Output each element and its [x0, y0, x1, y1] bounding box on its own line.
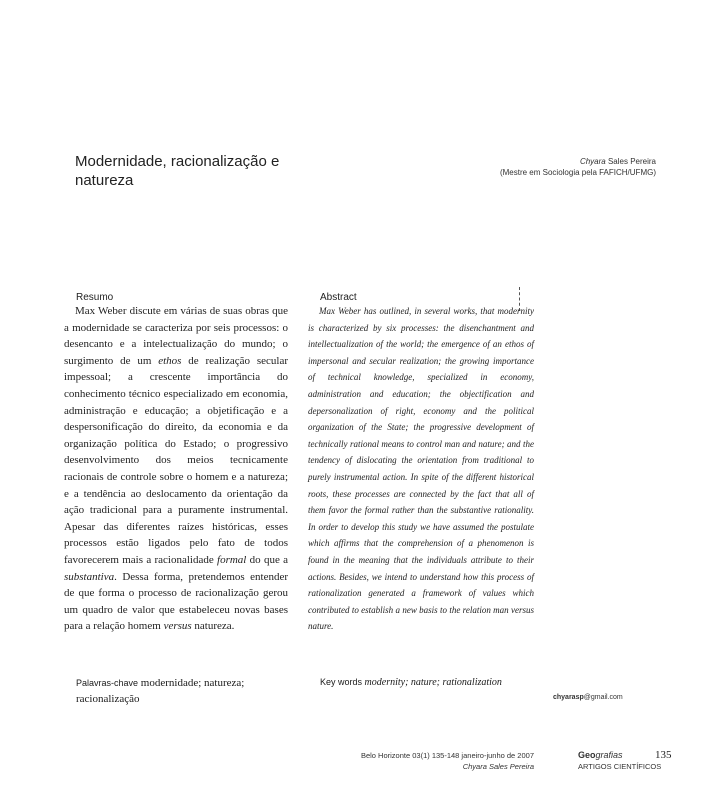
author-last-name: Sales Pereira [607, 157, 656, 166]
keywords-pt [76, 675, 288, 707]
keywords-pt-label: Palavras-chave [76, 678, 139, 688]
abstract-heading: Abstract [320, 292, 357, 303]
journal-name-italic: grafias [595, 750, 623, 760]
resumo-text: . Dessa forma, pretendemos entender de que forma o processo de racionalização gerou um quadro de valor que estabeleceu novas bases para a relação homem [64, 570, 288, 633]
resumo-emphasis: substantiva [64, 570, 115, 583]
journal-name [578, 750, 661, 761]
author-block [500, 156, 656, 178]
keywords-en [320, 677, 502, 688]
keywords-pt-value: modernidade; natureza; racionalização [76, 677, 245, 705]
keywords-en-label: Key words [320, 677, 363, 687]
resumo-text: do que a [246, 553, 289, 566]
footer-author: Chyara Sales Pereira [462, 762, 534, 771]
keywords-en-value: modernity; nature; rationalization [364, 677, 502, 688]
email-user: chyarasp [553, 694, 584, 701]
page-number: 135 [655, 749, 672, 761]
resumo-text: natureza. [191, 620, 235, 633]
footer-citation-block [361, 750, 534, 772]
resumo-emphasis: formal [217, 553, 247, 566]
resumo-text: de realização secular impessoal; a crescente importância do conhecimento técnico especializado em economia, administração e educação; a objetificação e a despersonificação do direito, da economia e da organização política do Estado; o progressivo desenvolvimento dos meios tecnicamente racionais de controle sobre o homem e a natureza; e a tendência ao deslocamento da orientação da ação tradicional para a puramente instrumental. Apesar das diferentes raízes históricas, esses processos estão ligados pelo fato de todos favorecerem mais a racionalidade [64, 354, 288, 566]
journal-block [578, 750, 661, 772]
resumo-text: Max Weber discute em várias de suas obras que a modernidade se caracteriza por seis processos: o desencanto e a intelectualização do mundo; o surgimento de um [64, 305, 288, 367]
author-affiliation: (Mestre em Sociologia pela FAFICH/UFMG) [499, 168, 656, 177]
abstract-body: Max Weber has outlined, in several works, that modernity is characterized by six processes: the disenchantment and intellectualization of the world; the emergence of an ethos of impersonal and secular realization; the growing importance of technical knowledge, specialized in economy, administration and education; the objectification and depersonalization of right, economy and the political organization of the State; the progressive development of technically rational means to control man and nature; and the tendency of dislocating the orientation from traditional to purely instrumental action. In spite of the different historical roots, these processes are connected by the fact that all of them favor the formal rather than the substantive rationality. In order to develop this study we have assumed the postulate which affirms that the comprehension of a phenomenon is found in the meaning that the individuals attribute to their actions. Besides, we intend to understand how this process of rationalization generated a framework of values which contributed to establish a new basis to the relation man versus nature. [308, 306, 534, 632]
resumo-emphasis: ethos [158, 354, 182, 367]
resumo-body [64, 303, 288, 635]
author-first-name: Chyara [579, 157, 606, 166]
footer-citation: Belo Horizonte 03(1) 135-148 janeiro-junho de 2007 [360, 751, 534, 760]
resumo-emphasis: versus [163, 620, 192, 633]
journal-name-bold: Geo [578, 750, 596, 760]
resumo-heading: Resumo [76, 292, 114, 303]
author-email[interactable] [553, 694, 623, 701]
journal-section: ARTIGOS CIENTÍFICOS [578, 762, 662, 771]
author-name [500, 156, 656, 167]
article-title: Modernidade, racionalização e natureza [75, 153, 280, 189]
email-domain: @gmail.com [583, 694, 623, 701]
